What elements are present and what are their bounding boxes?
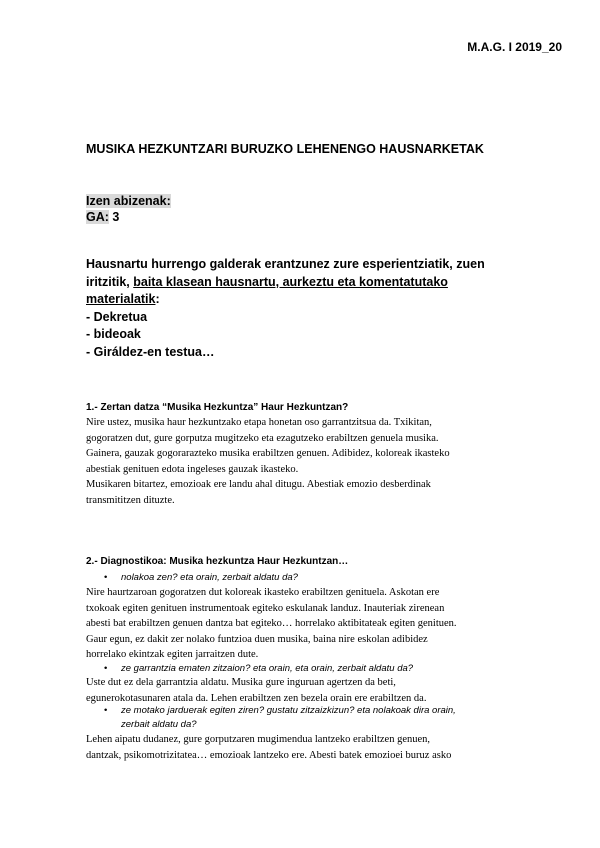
instructions-line-1: Hausnartu hurrengo galderak erantzunez zure esperientziatik, zuen [86, 257, 485, 271]
question-1-heading: 1.- Zertan datza “Musika Hezkuntza” Haur Hezkuntzan? [86, 402, 349, 413]
answer-line: gogoratzen dut, gure gorputza mugitzeko eta ezagutzeko erabiltzen genuela musika. [86, 432, 439, 444]
instructions-line-3-underlined: materialatik [86, 292, 156, 306]
answer-line: abesti bat erabiltzen genuen dantza bat egiteko… horrelako aktibitateak egiten genituen. [86, 618, 457, 630]
answer-line: Gaur egun, ez dakit zer nolako funtzioa duen musika, baina nire eskolan adibidez [86, 633, 428, 645]
bullet-icon: • [104, 663, 108, 674]
question-2-answer-2 [86, 675, 426, 706]
answer-line: txokoak egiten genituen instrumentoak egiteko eskulanak landuz. Inauteriak zirenean [86, 602, 445, 614]
answer-line: egunerokotasunaren atala da. Lehen erabiltzen zen bezela orain ere erabiltzen da. [86, 692, 427, 704]
group-field-label: GA: [86, 210, 109, 224]
answer-line: horrelako ekintzak egiten jarraitzen dute. [86, 649, 259, 661]
answer-line: Nire haurtzaroan gogoratzen dut koloreak ikasteko erabiltzen genituela. Askotan ere [86, 587, 440, 598]
question-2-answer-1 [86, 585, 457, 663]
bullet-icon: • [104, 705, 108, 716]
instructions-line-3 [86, 291, 506, 309]
document-reference: M.A.G. I 2019_20 [467, 40, 562, 54]
answer-line: Nire ustez, musika haur hezkuntzako etapa honetan oso garrantzitsua da. Txikitan, [86, 417, 432, 428]
instructions-line-2 [86, 274, 506, 292]
answer-line: Lehen aipatu dudanez, gure gorputzaren mugimendua lantzeko erabiltzen genuen, [86, 734, 431, 745]
material-item-decree: - Dekretua [86, 309, 148, 324]
name-field-label-text: Izen abizenak: [86, 194, 171, 208]
answer-line: abestiak genituen edota ingeleses gauzak ikasteko. [86, 463, 299, 475]
answer-line: transmititzen dituzte. [86, 494, 175, 506]
page-title: MUSIKA HEZKUNTZARI BURUZKO LEHENENGO HAUSNARKETAK [86, 142, 484, 156]
group-field [86, 210, 119, 224]
instructions [86, 256, 506, 361]
name-field-label [86, 194, 171, 208]
bullet-text: ze motako jarduerak egiten ziren? gustatu zitzaizkizun? eta nolakoak dira orain, [121, 705, 456, 716]
answer-line: dantzak, psikomotrizitatea… emozioak lantzeko ere. Abesti batek emozioei buruz asko [86, 749, 452, 761]
bullet-text-continued: zerbait aldatu da? [121, 718, 197, 730]
answer-line: Musikaren bitartez, emozioak ere landu ahal ditugu. Abestiak emozio desberdinak [86, 479, 431, 491]
instructions-line-2-underlined: baita klasean hausnartu, aurkeztu eta komentatutako [133, 274, 448, 289]
instructions-line-3-colon: : [155, 292, 160, 306]
answer-line: Gainera, gauzak gogorarazteko musika erabiltzen genuen. Adibidez, koloreak ikasteko [86, 448, 450, 460]
material-item-videos: - bideoak [86, 327, 141, 341]
answer-line: Uste dut ez dela garrantzia aldatu. Musika gure inguruan agertzen da beti, [86, 677, 396, 688]
bullet-text: ze garrantzia ematen zitzaion? eta orain, eta orain, zerbait aldatu da? [121, 663, 414, 674]
bullet-text: nolakoa zen? eta orain, zerbait aldatu da? [121, 572, 298, 583]
bullet-icon: • [104, 572, 108, 583]
instructions-line-2-plain: iritzitik, [86, 274, 134, 289]
group-field-value: 3 [108, 210, 120, 224]
question-2-heading: 2.- Diagnostikoa: Musika hezkuntza Haur Hezkuntzan… [86, 556, 349, 567]
question-2-answer-3 [86, 732, 451, 763]
question-1-answer [86, 415, 450, 509]
material-item-giraldez-text: - Giráldez-en testua… [86, 344, 215, 359]
